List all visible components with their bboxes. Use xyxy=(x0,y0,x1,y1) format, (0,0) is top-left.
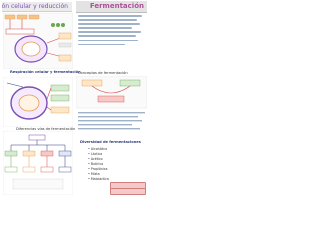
diversity-item: • Alcohólica xyxy=(88,147,109,152)
diferencias-caption: Diferencias vías de fermentación xyxy=(16,127,76,131)
diversity-item: • Mixta xyxy=(88,172,109,177)
diversity-item: • Butírico xyxy=(88,162,109,167)
worksheet-page xyxy=(0,0,149,198)
diversity-item: • Malolactica xyxy=(88,177,109,182)
respiration-diagram xyxy=(3,13,73,69)
intro-text-panel xyxy=(76,13,147,65)
diversity-list xyxy=(88,147,109,182)
right-header-title: Fermentación xyxy=(89,2,144,10)
respiracion-caption: Respiración celular y fermentación xyxy=(10,70,81,74)
intro-text-lines xyxy=(78,15,145,48)
diversity-panel xyxy=(76,138,147,196)
highlight-box xyxy=(110,188,146,195)
concepts-diagram xyxy=(76,76,147,133)
concepts-panel xyxy=(76,71,147,133)
diversity-item: • Acético xyxy=(88,157,109,162)
left-header-title: ón celular y reducción xyxy=(1,3,68,10)
left-header-bar xyxy=(2,2,72,12)
right-header-bar xyxy=(76,1,147,13)
diversity-item: • Láctica xyxy=(88,152,109,157)
cycle-diagram xyxy=(3,77,73,127)
diversity-item: • Propiónica xyxy=(88,167,109,172)
diversity-title: Diversidad de fermentaciones xyxy=(80,140,141,144)
pathways-diagram xyxy=(3,131,73,195)
conceptos-caption: Conceptos de fermentación xyxy=(78,71,128,75)
